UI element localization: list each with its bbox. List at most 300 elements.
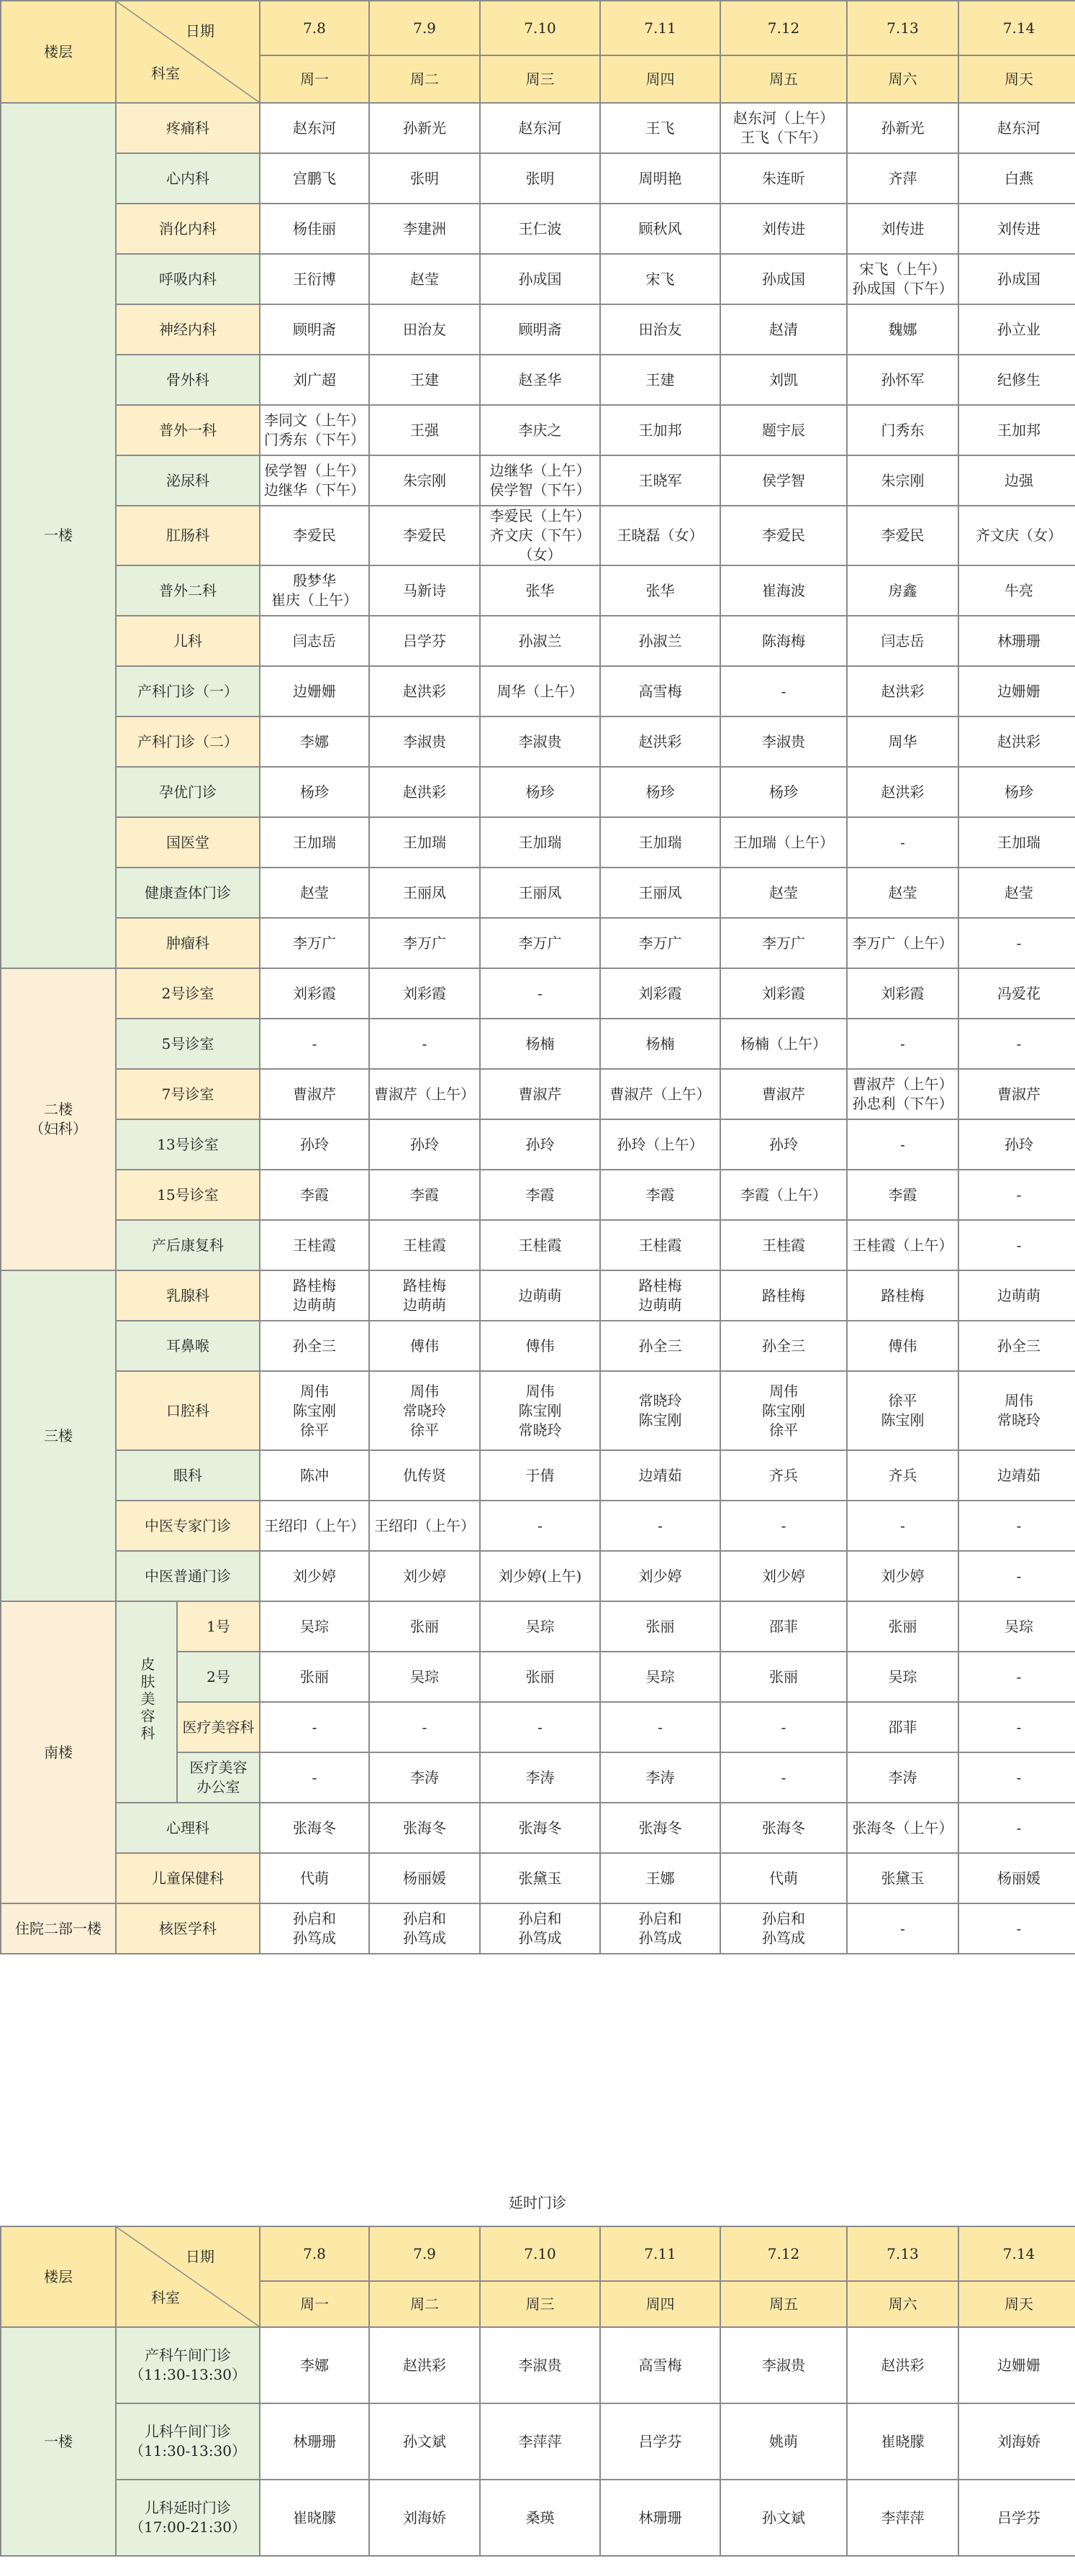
doctor-cell: 刘彩霞: [260, 968, 369, 1019]
dept-cell: 心内科: [116, 153, 260, 204]
doctor-cell: 李万广: [480, 918, 600, 968]
doctor-cell: 路桂梅: [847, 1270, 958, 1321]
doctor-cell: 边靖茹: [600, 1450, 720, 1501]
doctor-cell: 王娜: [600, 1853, 720, 1903]
table-row: [1, 1601, 1075, 1652]
doctor-cell: 李萍萍: [480, 2403, 600, 2480]
doctor-cell: 王加邦: [958, 405, 1075, 455]
dept-cell: 肛肠科: [116, 506, 260, 565]
floor-cell: 一楼: [1, 2327, 116, 2556]
doctor-cell: 齐兵: [847, 1450, 958, 1501]
table-row: [1, 1321, 1075, 1371]
table-row: [1, 1220, 1075, 1270]
dept-cell: 国医堂: [116, 817, 260, 868]
doctor-cell: 冯爱花: [958, 968, 1075, 1019]
date-cell: 7.8: [260, 1, 369, 55]
table-row: [1, 1501, 1075, 1551]
date-cell: 7.10: [480, 1, 600, 55]
dept-cell: 15号诊室: [116, 1170, 260, 1220]
doctor-cell: -: [847, 1903, 958, 1954]
doctor-cell: 赵洪彩: [600, 716, 720, 767]
doctor-cell: -: [958, 1752, 1075, 1803]
weekday-cell: 周五: [720, 2281, 847, 2327]
table-row: [1, 2480, 1075, 2556]
doctor-cell: 朱宗刚: [847, 455, 958, 506]
floor-header: 楼层: [1, 2226, 116, 2327]
doctor-cell: 孙启和 孙笃成: [260, 1903, 369, 1954]
date-cell: 7.10: [480, 2226, 600, 2281]
date-cell: 7.11: [600, 2226, 720, 2281]
floor-cell: 一楼: [1, 103, 116, 968]
doctor-cell: 张海冬: [260, 1803, 369, 1853]
doctor-cell: 于倩: [480, 1450, 600, 1501]
doctor-cell: 王仁波: [480, 204, 600, 254]
table-row: [1, 565, 1075, 616]
dept-cell: 耳鼻喉: [116, 1321, 260, 1371]
table-row: [1, 1119, 1075, 1170]
dept-cell: 普外二科: [116, 565, 260, 616]
doctor-cell: 李霞: [600, 1170, 720, 1220]
doctor-cell: 刘彩霞: [369, 968, 480, 1019]
dept-cell: 核医学科: [116, 1903, 260, 1954]
doctor-cell: 赵莹: [720, 868, 847, 918]
doctor-cell: 齐文庆（女）: [958, 506, 1075, 565]
floor-cell: 住院二部一楼: [1, 1903, 116, 1954]
table-row: [1, 1903, 1075, 1954]
table-row: [1, 254, 1075, 304]
doctor-cell: 殷梦华 崔庆（上午）: [260, 565, 369, 616]
doctor-cell: 李涛: [480, 1752, 600, 1803]
doctor-cell: 孙玲: [958, 1119, 1075, 1170]
doctor-cell: 杨珍: [260, 767, 369, 817]
doctor-cell: -: [720, 1501, 847, 1551]
doctor-cell: 边靖茹: [958, 1450, 1075, 1501]
dept-cell: 5号诊室: [116, 1019, 260, 1069]
date-cell: 7.12: [720, 2226, 847, 2281]
weekday-cell: 周四: [600, 2281, 720, 2327]
dept-label: 科室: [151, 65, 180, 82]
doctor-cell: 王桂霞: [600, 1220, 720, 1270]
doctor-cell: 宋飞: [600, 254, 720, 304]
dept-cell: 医疗美容科: [177, 1702, 260, 1752]
doctor-cell: 杨丽媛: [958, 1853, 1075, 1903]
doctor-cell: 张海冬: [369, 1803, 480, 1853]
doctor-cell: -: [958, 1170, 1075, 1220]
doctor-cell: 吕学芬: [958, 2480, 1075, 2556]
date-cell: 7.12: [720, 1, 847, 55]
doctor-cell: -: [600, 1702, 720, 1752]
doctor-cell: 路桂梅 边萌萌: [369, 1270, 480, 1321]
table-row: [1, 868, 1075, 918]
doctor-cell: 张海冬: [600, 1803, 720, 1853]
dept-cell: 儿童保健科: [116, 1853, 260, 1903]
doctor-cell: 孙文斌: [720, 2480, 847, 2556]
doctor-cell: 顾明斋: [260, 304, 369, 355]
table-row: [1, 1551, 1075, 1601]
doctor-cell: 李万广: [600, 918, 720, 968]
dept-cell: 眼科: [116, 1450, 260, 1501]
doctor-cell: 吴琮: [847, 1652, 958, 1702]
doctor-cell: 刘少婷: [369, 1551, 480, 1601]
dept-cell: 神经内科: [116, 304, 260, 355]
doctor-cell: -: [480, 1702, 600, 1752]
table-row: [1, 1069, 1075, 1119]
doctor-cell: 齐萍: [847, 153, 958, 204]
doctor-cell: 边姗姗: [260, 666, 369, 716]
doctor-cell: 王晓军: [600, 455, 720, 506]
doctor-cell: 赵莹: [369, 254, 480, 304]
doctor-cell: 李庆之: [480, 405, 600, 455]
doctor-cell: -: [847, 817, 958, 868]
doctor-cell: 李霞: [260, 1170, 369, 1220]
table-row: [1, 1019, 1075, 1069]
doctor-cell: 闫志岳: [260, 616, 369, 666]
doctor-cell: 孙新光: [369, 103, 480, 153]
dept-cell: 肿瘤科: [116, 918, 260, 968]
floor-cell: 二楼 （妇科）: [1, 968, 116, 1270]
doctor-cell: 孙玲: [720, 1119, 847, 1170]
doctor-cell: 孙成国: [480, 254, 600, 304]
doctor-cell: 王建: [369, 355, 480, 405]
doctor-cell: 王加邦: [600, 405, 720, 455]
doctor-cell: 张明: [369, 153, 480, 204]
doctor-cell: 李涛: [600, 1752, 720, 1803]
doctor-cell: 邵菲: [720, 1601, 847, 1652]
doctor-cell: 李淑贵: [720, 2327, 847, 2403]
doctor-cell: 刘彩霞: [600, 968, 720, 1019]
weekday-cell: 周五: [720, 55, 847, 103]
doctor-cell: 吕学芬: [600, 2403, 720, 2480]
doctor-cell: 王绍印（上午）: [260, 1501, 369, 1551]
doctor-cell: 边萌萌: [480, 1270, 600, 1321]
doctor-cell: 张黛玉: [847, 1853, 958, 1903]
doctor-cell: 李爱民: [720, 506, 847, 565]
doctor-cell: 边姗姗: [958, 666, 1075, 716]
doctor-cell: 王丽凤: [480, 868, 600, 918]
doctor-cell: 孙文斌: [369, 2403, 480, 2480]
doctor-cell: 李淑贵: [369, 716, 480, 767]
doctor-cell: 徐平 陈宝刚: [847, 1371, 958, 1450]
doctor-cell: 侯学智: [720, 455, 847, 506]
doctor-cell: 赵圣华: [480, 355, 600, 405]
doctor-cell: 吕学芬: [369, 616, 480, 666]
doctor-cell: 刘传进: [958, 204, 1075, 254]
dept-cell: 儿科: [116, 616, 260, 666]
doctor-cell: 侯学智（上午） 边继华（下午）: [260, 455, 369, 506]
doctor-cell: 赵洪彩: [369, 666, 480, 716]
doctor-cell: 曹淑芹: [720, 1069, 847, 1119]
doctor-cell: 吴琮: [958, 1601, 1075, 1652]
doctor-cell: -: [847, 1501, 958, 1551]
doctor-cell: 孙全三: [958, 1321, 1075, 1371]
doctor-cell: -: [600, 1501, 720, 1551]
doctor-cell: 孙玲: [260, 1119, 369, 1170]
doctor-cell: 宋飞（上午） 孙成国（下午）: [847, 254, 958, 304]
doctor-cell: 王丽凤: [600, 868, 720, 918]
doctor-cell: 杨楠（上午）: [720, 1019, 847, 1069]
doctor-cell: 孙全三: [260, 1321, 369, 1371]
table-row: [1, 767, 1075, 817]
dept-cell: 疼痛科: [116, 103, 260, 153]
doctor-cell: 崔晓朦: [847, 2403, 958, 2480]
doctor-cell: 李霞（上午）: [720, 1170, 847, 1220]
doctor-cell: 姚萌: [720, 2403, 847, 2480]
doctor-cell: 张明: [480, 153, 600, 204]
floor-header: 楼层: [1, 1, 116, 103]
doctor-cell: -: [369, 1702, 480, 1752]
doctor-cell: 代萌: [720, 1853, 847, 1903]
doctor-cell: 刘少婷: [847, 1551, 958, 1601]
doctor-cell: 周伟 常晓玲: [958, 1371, 1075, 1450]
doctor-cell: 赵洪彩: [847, 666, 958, 716]
dept-cell: 中医普通门诊: [116, 1551, 260, 1601]
dept-cell: 口腔科: [116, 1371, 260, 1450]
doctor-cell: 桑瑛: [480, 2480, 600, 2556]
date-cell: 7.8: [260, 2226, 369, 2281]
doctor-cell: 孙启和 孙笃成: [369, 1903, 480, 1954]
doctor-cell: 李爱民: [260, 506, 369, 565]
table-row: [1, 1450, 1075, 1501]
weekday-cell: 周一: [260, 2281, 369, 2327]
dept-cell: 医疗美容 办公室: [177, 1752, 260, 1803]
doctor-cell: 李淑贵: [720, 716, 847, 767]
doctor-cell: 路桂梅 边萌萌: [600, 1270, 720, 1321]
table-row: [1, 455, 1075, 506]
doctor-cell: 王强: [369, 405, 480, 455]
doctor-cell: 孙成国: [958, 254, 1075, 304]
doctor-cell: 赵东河（上午） 王飞（下午）: [720, 103, 847, 153]
dept-cell: 心理科: [116, 1803, 260, 1853]
doctor-cell: 周华: [847, 716, 958, 767]
dept-cell: 呼吸内科: [116, 254, 260, 304]
doctor-cell: 李万广: [369, 918, 480, 968]
doctor-cell: 房鑫: [847, 565, 958, 616]
dept-cell: 2号诊室: [116, 968, 260, 1019]
doctor-cell: 杨珍: [480, 767, 600, 817]
doctor-cell: -: [480, 1501, 600, 1551]
table-row: [1, 405, 1075, 455]
doctor-cell: 刘少婷: [600, 1551, 720, 1601]
doctor-cell: 李万广: [260, 918, 369, 968]
doctor-cell: 孙玲: [480, 1119, 600, 1170]
doctor-cell: 吴琮: [480, 1601, 600, 1652]
dept-cell: 乳腺科: [116, 1270, 260, 1321]
doctor-cell: -: [480, 968, 600, 1019]
doctor-cell: 周伟 常晓玲 徐平: [369, 1371, 480, 1450]
doctor-cell: -: [720, 666, 847, 716]
doctor-cell: 闫志岳: [847, 616, 958, 666]
doctor-cell: -: [958, 1551, 1075, 1601]
doctor-cell: 孙全三: [600, 1321, 720, 1371]
table-row: [1, 918, 1075, 968]
doctor-cell: 孙新光: [847, 103, 958, 153]
doctor-cell: 李娜: [260, 716, 369, 767]
doctor-cell: 白燕: [958, 153, 1075, 204]
weekday-cell: 周二: [369, 55, 480, 103]
doctor-cell: 赵洪彩: [369, 767, 480, 817]
doctor-cell: 李霞: [847, 1170, 958, 1220]
date-cell: 7.14: [958, 2226, 1075, 2281]
doctor-cell: 刘彩霞: [847, 968, 958, 1019]
doctor-cell: 刘海娇: [369, 2480, 480, 2556]
dept-cell: 儿科延时门诊 （17:00-21:30）: [116, 2480, 260, 2556]
doctor-cell: 王加瑞: [480, 817, 600, 868]
table-row: [1, 666, 1075, 716]
doctor-cell: 曹淑芹: [480, 1069, 600, 1119]
doctor-cell: -: [260, 1702, 369, 1752]
doctor-cell: 牛亮: [958, 565, 1075, 616]
doctor-cell: 刘少婷: [720, 1551, 847, 1601]
doctor-cell: -: [958, 918, 1075, 968]
doctor-cell: 陈海梅: [720, 616, 847, 666]
table-row: [1, 506, 1075, 565]
table-row: [1, 1371, 1075, 1450]
doctor-cell: 张丽: [600, 1601, 720, 1652]
doctor-cell: 边继华（上午） 侯学智（下午）: [480, 455, 600, 506]
doctor-cell: 李万广: [720, 918, 847, 968]
doctor-cell: 李万广（上午）: [847, 918, 958, 968]
doctor-cell: 张丽: [260, 1652, 369, 1702]
doctor-cell: 孙全三: [720, 1321, 847, 1371]
doctor-cell: 曹淑芹: [260, 1069, 369, 1119]
dept-label: 科室: [151, 2289, 180, 2306]
doctor-cell: 张华: [480, 565, 600, 616]
doctor-cell: 邵菲: [847, 1702, 958, 1752]
dept-cell: 产科门诊（二）: [116, 716, 260, 767]
doctor-cell: 吴琮: [369, 1652, 480, 1702]
doctor-cell: 李同文（上午） 门秀东（下午）: [260, 405, 369, 455]
doctor-cell: 杨珍: [600, 767, 720, 817]
dept-cell: 13号诊室: [116, 1119, 260, 1170]
doctor-cell: 杨佳丽: [260, 204, 369, 254]
doctor-cell: 李涛: [847, 1752, 958, 1803]
doctor-cell: 李霞: [480, 1170, 600, 1220]
doctor-cell: 孙玲（上午）: [600, 1119, 720, 1170]
doctor-cell: 赵洪彩: [958, 716, 1075, 767]
date-label: 日期: [186, 2248, 214, 2265]
doctor-cell: 傅伟: [369, 1321, 480, 1371]
table-row: [1, 2327, 1075, 2403]
extended-clinic-title: 延时门诊: [0, 2180, 1075, 2226]
table-row: [1, 1170, 1075, 1220]
doctor-cell: 张海冬（上午）: [847, 1803, 958, 1853]
doctor-cell: 张丽: [720, 1652, 847, 1702]
doctor-cell: 李爱民: [847, 506, 958, 565]
doctor-cell: 李娜: [260, 2327, 369, 2403]
doctor-cell: 王衍博: [260, 254, 369, 304]
doctor-cell: 魏娜: [847, 304, 958, 355]
weekday-cell: 周四: [600, 55, 720, 103]
doctor-cell: 曹淑芹: [958, 1069, 1075, 1119]
doctor-cell: 张海冬: [480, 1803, 600, 1853]
doctor-cell: 王建: [600, 355, 720, 405]
doctor-cell: 刘少婷: [260, 1551, 369, 1601]
doctor-cell: 王加瑞: [600, 817, 720, 868]
doctor-cell: 周伟 陈宝刚 常晓玲: [480, 1371, 600, 1450]
table-row: [1, 1803, 1075, 1853]
doctor-cell: 田治友: [600, 304, 720, 355]
doctor-cell: 吴琮: [260, 1601, 369, 1652]
dept-cell: 产科午间门诊 （11:30-13:30）: [116, 2327, 260, 2403]
weekday-cell: 周六: [847, 2281, 958, 2327]
doctor-cell: 张黛玉: [480, 1853, 600, 1903]
doctor-cell: 刘传进: [847, 204, 958, 254]
date-dept-header: [116, 1, 260, 103]
weekday-cell: 周二: [369, 2281, 480, 2327]
doctor-cell: 赵洪彩: [847, 2327, 958, 2403]
doctor-cell: -: [260, 1752, 369, 1803]
doctor-cell: 张丽: [369, 1601, 480, 1652]
doctor-cell: 仇传贤: [369, 1450, 480, 1501]
table-row: [1, 103, 1075, 153]
doctor-cell: 赵莹: [847, 868, 958, 918]
date-label: 日期: [186, 22, 214, 40]
dept-cell: 产科门诊（一）: [116, 666, 260, 716]
doctor-cell: 王桂霞（上午）: [847, 1220, 958, 1270]
doctor-cell: 马新诗: [369, 565, 480, 616]
dept-cell: 骨外科: [116, 355, 260, 405]
dept-cell: 产后康复科: [116, 1220, 260, 1270]
date-cell: 7.9: [369, 2226, 480, 2281]
doctor-cell: 孙淑兰: [480, 616, 600, 666]
doctor-cell: 林珊珊: [600, 2480, 720, 2556]
weekday-cell: 周三: [480, 2281, 600, 2327]
doctor-cell: 高雪梅: [600, 2327, 720, 2403]
dept-cell: 1号: [177, 1601, 260, 1652]
doctor-cell: 杨珍: [958, 767, 1075, 817]
doctor-cell: 张海冬: [720, 1803, 847, 1853]
doctor-cell: 曹淑芹（上午）: [600, 1069, 720, 1119]
doctor-cell: 常晓玲 陈宝刚: [600, 1371, 720, 1450]
doctor-cell: 路桂梅 边萌萌: [260, 1270, 369, 1321]
doctor-cell: 杨楠: [480, 1019, 600, 1069]
doctor-cell: -: [847, 1119, 958, 1170]
table-row: [1, 817, 1075, 868]
doctor-cell: 朱宗刚: [369, 455, 480, 506]
doctor-cell: 齐兵: [720, 1450, 847, 1501]
doctor-cell: 赵东河: [260, 103, 369, 153]
doctor-cell: -: [958, 1903, 1075, 1954]
doctor-cell: 李萍萍: [847, 2480, 958, 2556]
doctor-cell: 边姗姗: [958, 2327, 1075, 2403]
doctor-cell: 孙启和 孙笃成: [720, 1903, 847, 1954]
doctor-cell: 孙立业: [958, 304, 1075, 355]
table-row: [1, 2403, 1075, 2480]
doctor-cell: 周华（上午）: [480, 666, 600, 716]
doctor-cell: 王加瑞: [958, 817, 1075, 868]
date-cell: 7.11: [600, 1, 720, 55]
doctor-cell: 赵洪彩: [369, 2327, 480, 2403]
doctor-cell: 王加瑞: [260, 817, 369, 868]
date-dept-header: [116, 2226, 260, 2327]
doctor-cell: 赵东河: [958, 103, 1075, 153]
doctor-cell: 边强: [958, 455, 1075, 506]
doctor-cell: 崔晓朦: [260, 2480, 369, 2556]
doctor-cell: 曹淑芹（上午）: [369, 1069, 480, 1119]
doctor-cell: 朱连昕: [720, 153, 847, 204]
doctor-cell: -: [958, 1803, 1075, 1853]
doctor-cell: 赵东河: [480, 103, 600, 153]
doctor-cell: 顾明斋: [480, 304, 600, 355]
doctor-cell: -: [369, 1019, 480, 1069]
doctor-cell: 孙玲: [369, 1119, 480, 1170]
doctor-cell: 孙启和 孙笃成: [480, 1903, 600, 1954]
doctor-cell: 陈冲: [260, 1450, 369, 1501]
doctor-cell: 王桂霞: [369, 1220, 480, 1270]
doctor-cell: 崔海波: [720, 565, 847, 616]
weekday-cell: 周天: [958, 55, 1075, 103]
doctor-cell: 刘凯: [720, 355, 847, 405]
